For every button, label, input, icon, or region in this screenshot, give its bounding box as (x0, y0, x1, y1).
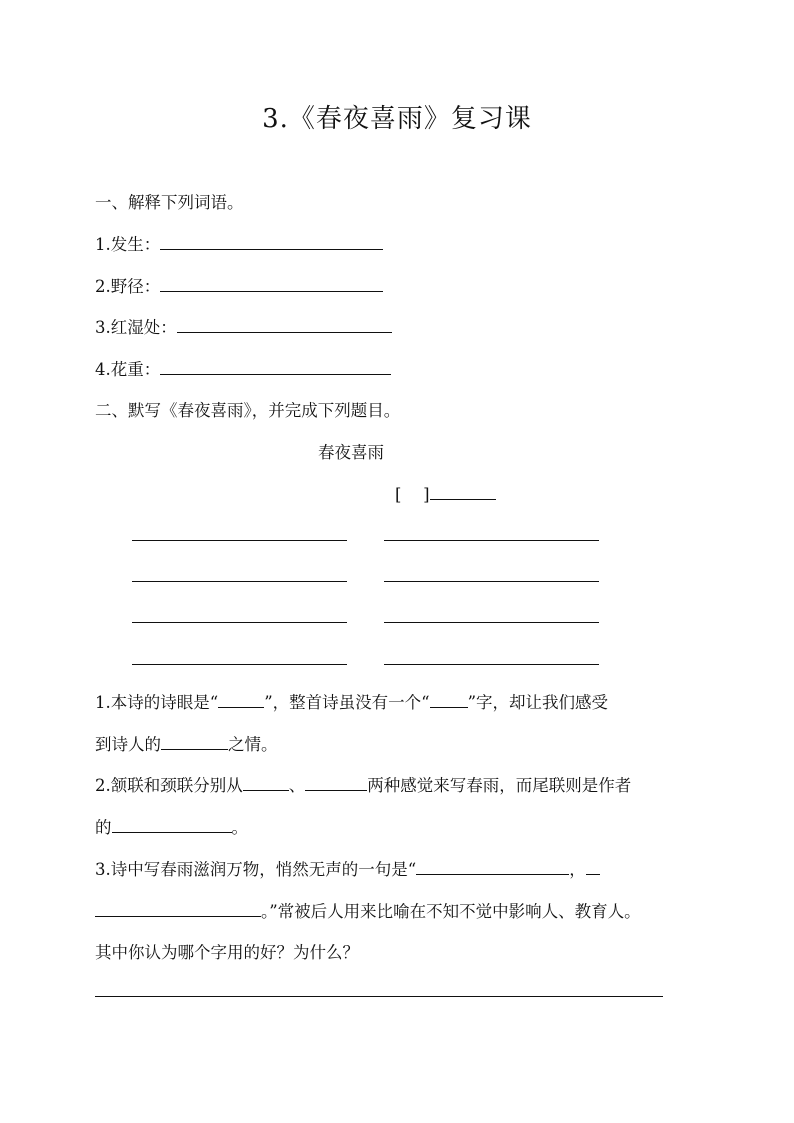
answer-blank[interactable] (416, 873, 569, 875)
question-1-line-1 (95, 689, 608, 713)
question-text: 之情。 (228, 735, 278, 754)
poem-line-blank-4[interactable] (384, 581, 599, 582)
question-text: 。 (231, 818, 248, 837)
question-text: ”字，却让我们感受 (467, 693, 608, 712)
answer-blank[interactable] (160, 373, 391, 375)
vocab-item-1 (95, 231, 383, 255)
vocab-item-3 (95, 314, 392, 338)
dynasty-bracket: [ ] (395, 485, 430, 504)
question-text: 到诗人的 (95, 735, 161, 754)
question-2-line-1 (95, 772, 631, 796)
vocab-label-1: 1.发生： (95, 235, 161, 254)
poem-line-blank-6[interactable] (384, 622, 599, 623)
question-text: 1.本诗的诗眼是“ (95, 693, 219, 712)
answer-blank[interactable] (160, 290, 383, 292)
vocab-item-2 (95, 273, 383, 297)
answer-blank[interactable] (243, 789, 289, 791)
question-text: 两种感觉来写春雨，而尾联则是作者 (367, 776, 632, 795)
answer-blank[interactable] (430, 706, 468, 708)
question-2-line-2 (95, 814, 248, 838)
question-3-line-2 (95, 898, 641, 922)
section2-heading: 二、默写《春夜喜雨》，并完成下列题目。 (95, 401, 401, 420)
answer-line[interactable] (95, 996, 663, 997)
answer-blank[interactable] (586, 873, 600, 875)
poem-title: 春夜喜雨 (318, 443, 384, 462)
poem-line-blank-5[interactable] (132, 622, 347, 623)
question-text: 3.诗中写春雨滋润万物，悄然无声的一句是“ (95, 860, 417, 879)
question-text: 的 (95, 818, 112, 837)
vocab-item-4 (95, 356, 391, 380)
poem-line-blank-3[interactable] (132, 581, 347, 582)
answer-blank[interactable] (95, 915, 261, 917)
author-blank[interactable] (430, 498, 496, 500)
question-text: 、 (288, 776, 306, 795)
answer-blank[interactable] (112, 831, 232, 833)
question-text: ”，整首诗虽没有一个“ (264, 693, 430, 712)
answer-blank[interactable] (160, 248, 383, 250)
answer-blank[interactable] (177, 331, 392, 333)
question-text: 2.颔联和颈联分别从 (95, 776, 243, 795)
question-text: 。”常被后人用来比喻在不知不觉中影响人、教育人。 (261, 902, 641, 921)
vocab-label-3: 3.红湿处： (95, 318, 177, 337)
answer-blank[interactable] (161, 748, 228, 750)
question-text: ， (569, 860, 586, 879)
author-line (395, 481, 496, 505)
question-3-line-1 (95, 856, 600, 880)
vocab-label-2: 2.野径： (95, 277, 161, 296)
poem-line-blank-2[interactable] (384, 540, 599, 541)
page-title: 3.《春夜喜雨》复习课 (262, 104, 532, 134)
question-3-line-3: 其中你认为哪个字用的好？为什么？ (95, 943, 359, 962)
vocab-label-4: 4.花重： (95, 360, 161, 379)
answer-blank[interactable] (305, 789, 367, 791)
question-1-line-2 (95, 731, 278, 755)
poem-line-blank-7[interactable] (132, 664, 347, 665)
section1-heading: 一、解释下列词语。 (95, 193, 244, 212)
poem-line-blank-8[interactable] (384, 664, 599, 665)
answer-blank[interactable] (218, 706, 264, 708)
poem-line-blank-1[interactable] (132, 540, 347, 541)
